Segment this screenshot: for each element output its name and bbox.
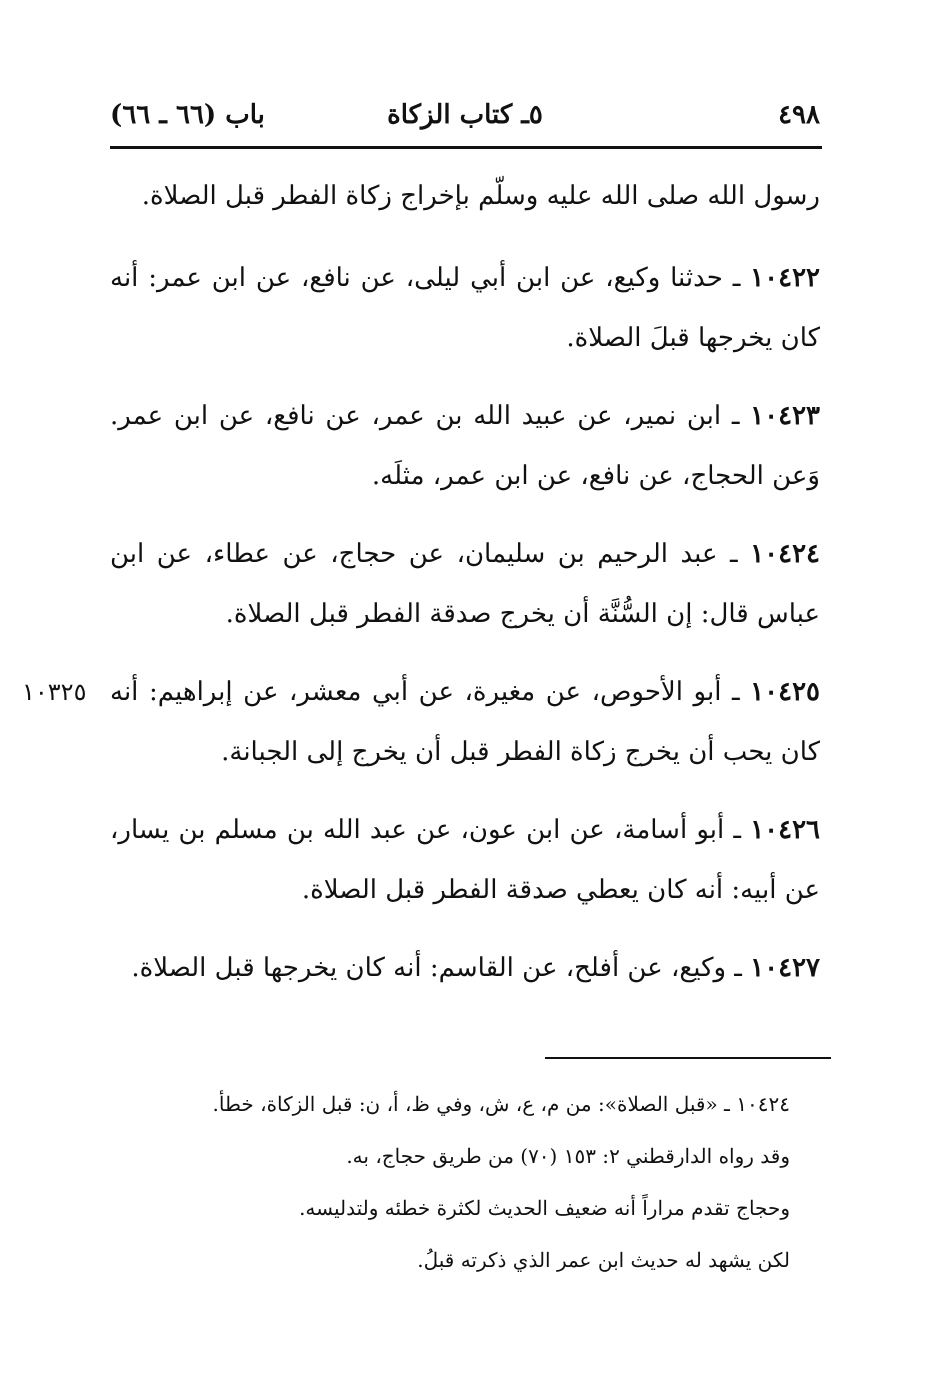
footnote-line: ١٠٤٢٤ ـ «قبل الصلاة»: من م، ع، ش، وفي ظ، أ، ن: قبل الزكاة، خطأ. [212,1092,790,1116]
hadith-text: ـ أبو الأحوص، عن مغيرة، عن أبي معشر، عن إبراهيم: أنه كان يحب أن يخرج زكاة الفطر قبل أن يخرج إلى الجبانة. [110,677,820,767]
footnote-rule [545,1057,831,1059]
footnote-line: لكن يشهد له حديث ابن عمر الذي ذكرته قبلُ. [417,1248,790,1272]
hadith-text: ـ عبد الرحيم بن سليمان، عن حجاج، عن عطاء، عن ابن عباس قال: إن السُّنَّة أن يخرج صدقة الفطر قبل الصلاة. [110,539,820,629]
hadith-entry [110,800,820,920]
hadith-entry [110,938,820,998]
page-header [110,100,820,140]
page-number: ٤٩٨ [778,100,820,130]
hadith-entry [22,662,820,782]
hadith-entry [110,248,820,368]
hadith-number: ١٠٤٢٧ [750,953,820,983]
hadith-text: ـ أبو أسامة، عن ابن عون، عن عبد الله بن مسلم بن يسار، عن أبيه: أنه كان يعطي صدقة الفطر قبل الصلاة. [110,815,820,905]
hadith-text: ـ ابن نمير، عن عبيد الله بن عمر، عن نافع، عن ابن عمر. وَعن الحجاج، عن نافع، عن ابن عمر، مثلَه. [110,401,820,491]
intro-paragraph: رسول الله صلى الله عليه وسلّم بإخراج زكاة الفطر قبل الصلاة. [141,181,820,211]
main-text [22,166,821,1016]
hadith-entry [110,386,820,506]
hadith-text: ـ وكيع، عن أفلح، عن القاسم: أنه كان يخرجها قبل الصلاة. [131,953,742,983]
book-title: ٥ـ كتاب الزكاة [387,100,543,130]
chapter-label: باب (٦٦ ـ ٦٦) [110,100,265,130]
hadith-number: ١٠٤٢٦ [750,815,821,845]
header-rule [110,146,822,149]
hadith-number: ١٠٤٢٥ [750,677,820,707]
hadith-number: ١٠٤٢٤ [750,539,820,569]
hadith-text: ـ حدثنا وكيع، عن ابن أبي ليلى، عن نافع، عن ابن عمر: أنه كان يخرجها قبلَ الصلاة. [110,263,820,353]
margin-reference-number: ١٠٣٢٥ [22,678,87,706]
footnotes [150,1078,790,1286]
hadith-number: ١٠٤٢٣ [750,401,820,431]
hadith-number: ١٠٤٢٢ [750,263,820,293]
footnote-line: وحجاج تقدم مراراً أنه ضعيف الحديث لكثرة خطئه ولتدليسه. [299,1196,790,1220]
hadith-entry [110,524,820,644]
footnote-line: وقد رواه الدارقطني ٢: ١٥٣ (٧٠) من طريق حجاج، به. [346,1144,790,1168]
